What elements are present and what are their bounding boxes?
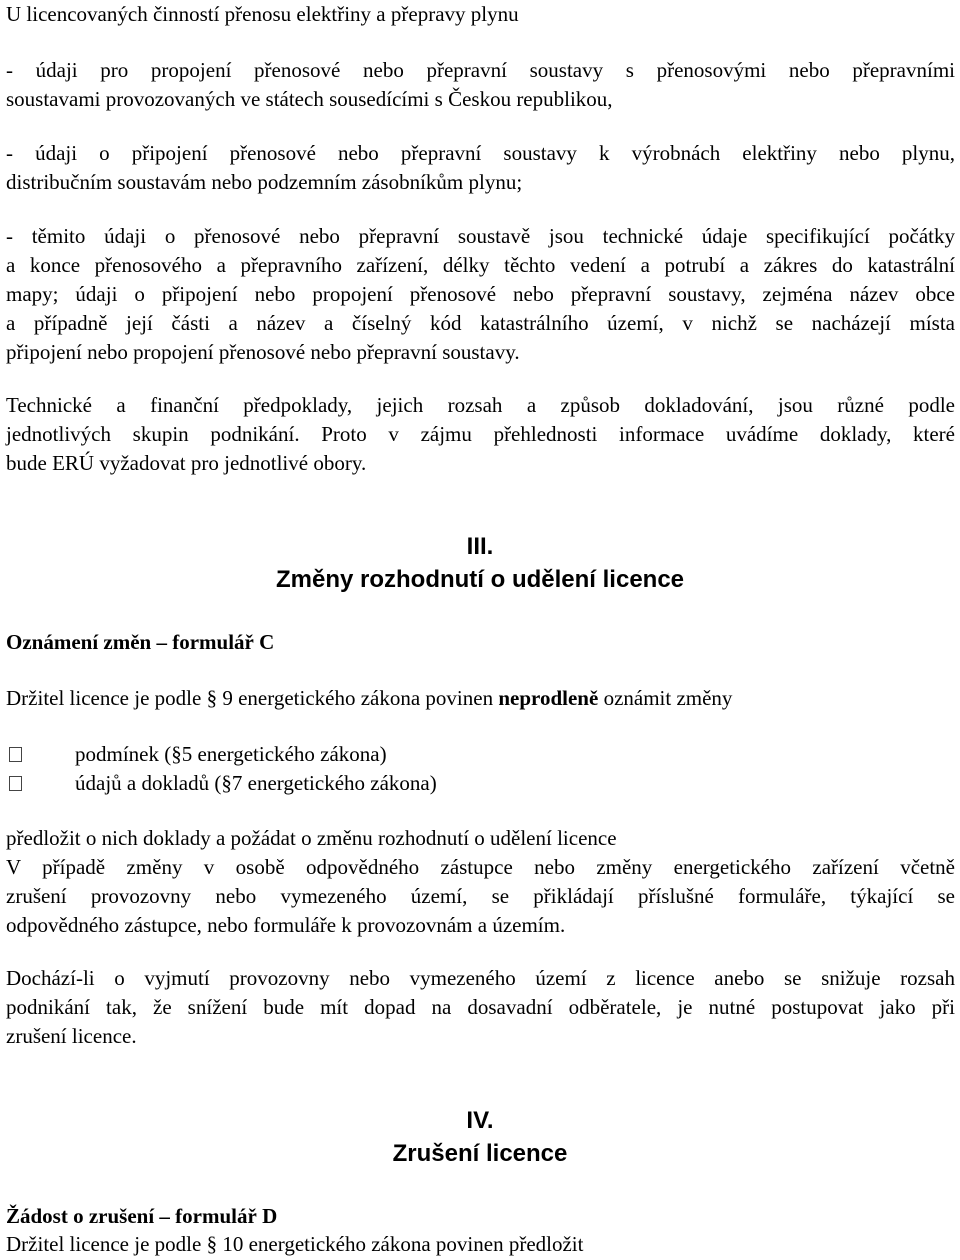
list-item-interconnection <box>6 56 955 114</box>
text-line: Dochází-li o vyjmutí provozovny nebo vymezeného území z licence anebo se snižuje rozsah <box>6 966 955 990</box>
text-line: - údaji pro propojení přenosové nebo přepravní soustavy s přenosovými nebo přepravními <box>6 58 955 82</box>
section-subheading <box>6 1202 955 1231</box>
list-item <box>6 769 955 798</box>
text-line: a konce přenosového a přepravního zařízení, délky těchto vedení a potrubí a zákres do katastrální <box>6 253 955 277</box>
text-fragment: podmínek ( <box>75 742 172 766</box>
text-fragment: údajů a dokladů ( <box>75 771 222 795</box>
subheading-text: Oznámení změn – formulář C <box>6 630 275 654</box>
text-line: V případě změny v osobě odpovědného zástupce nebo změny energetického zařízení včetně <box>6 855 955 879</box>
text-line: soustavami provozovaných ve státech sousedícími s Českou republikou, <box>6 87 613 111</box>
text-line: mapy; údaji o připojení nebo propojení přenosové nebo přepravní soustavy, zejména název obce <box>6 282 955 306</box>
list-item-technical-data <box>6 222 955 367</box>
text-line: - těmito údaji o přenosové nebo přepravní soustavě jsou technické údaje specifikující počátky <box>6 224 955 248</box>
holder-duty-line <box>6 684 955 713</box>
text-line: distribučním soustavám nebo podzemním zásobníkům plynu; <box>6 170 523 194</box>
paragraph-sign: § <box>206 1232 218 1256</box>
holder-duty-line <box>6 1230 955 1259</box>
text-line: podnikání tak, že snížení bude mít dopad na dosavadní odběratele, je nutné postupovat jako při <box>6 995 955 1019</box>
section-title: Zrušení licence <box>392 1140 568 1167</box>
checkbox-bullet-icon <box>9 776 22 791</box>
section-subheading <box>6 628 955 657</box>
text-fragment: 7 energetického zákona) <box>231 771 437 795</box>
section-title: Změny rozhodnutí o udělení licence <box>275 566 685 593</box>
section-number: III. <box>466 533 494 560</box>
text-line: odpovědného zástupce, nebo formuláře k provozovnám a územím. <box>6 913 566 937</box>
paragraph-sign: § <box>221 771 232 795</box>
section-number: IV. <box>466 1107 494 1134</box>
paragraph-sign: § <box>171 742 182 766</box>
text-line: předložit o nich doklady a požádat o změnu rozhodnutí o udělení licence <box>6 826 617 850</box>
intro-paragraph <box>6 0 955 29</box>
text-fragment: 10 energetického zákona povinen předložit <box>217 1232 584 1256</box>
exclusion-paragraph <box>6 964 955 1051</box>
text-line: jednotlivých skupin podnikání. Proto v zájmu přehlednosti informace uvádíme doklady, které <box>6 422 955 446</box>
checkbox-bullet-icon <box>9 747 22 762</box>
text-line: bude ERÚ vyžadovat pro jednotlivé obory. <box>6 451 367 475</box>
text-fragment: 5 energetického zákona) <box>181 742 387 766</box>
list-item <box>6 740 955 769</box>
text-line: - údaji o připojení přenosové nebo přepravní soustavy k výrobnách elektřiny nebo plynu, <box>6 141 955 165</box>
text-line: a případně její části a název a číselný kód katastrálního území, v nichž se nacházejí místa <box>6 311 955 335</box>
text-line: Technické a finanční předpoklady, jejich rozsah a způsob dokladování, jsou různé podle <box>6 393 955 417</box>
list-item-connection <box>6 139 955 197</box>
bullet-list <box>6 740 955 798</box>
text-line: zrušení provozovny nebo vymezeného území, se přikládají příslušné formuláře, týkající se <box>6 884 955 908</box>
text-fragment: Držitel licence je podle <box>6 1232 207 1256</box>
change-paragraph <box>6 824 955 940</box>
subheading-text: Žádost o zrušení – formulář D <box>6 1204 278 1228</box>
paragraph-sign: § <box>206 686 218 710</box>
text-line: zrušení licence. <box>6 1024 137 1048</box>
intro-line: U licencovaných činností přenosu elektřiny a přepravy plynu <box>6 2 519 26</box>
emphasis-text: neprodleně <box>498 686 599 710</box>
text-fragment: oznámit změny <box>598 686 733 710</box>
technical-financial-paragraph <box>6 391 955 478</box>
text-fragment: 9 energetického zákona povinen <box>217 686 499 710</box>
text-fragment: Držitel licence je podle <box>6 686 207 710</box>
text-line: připojení nebo propojení přenosové nebo přepravní soustavy. <box>6 340 520 364</box>
